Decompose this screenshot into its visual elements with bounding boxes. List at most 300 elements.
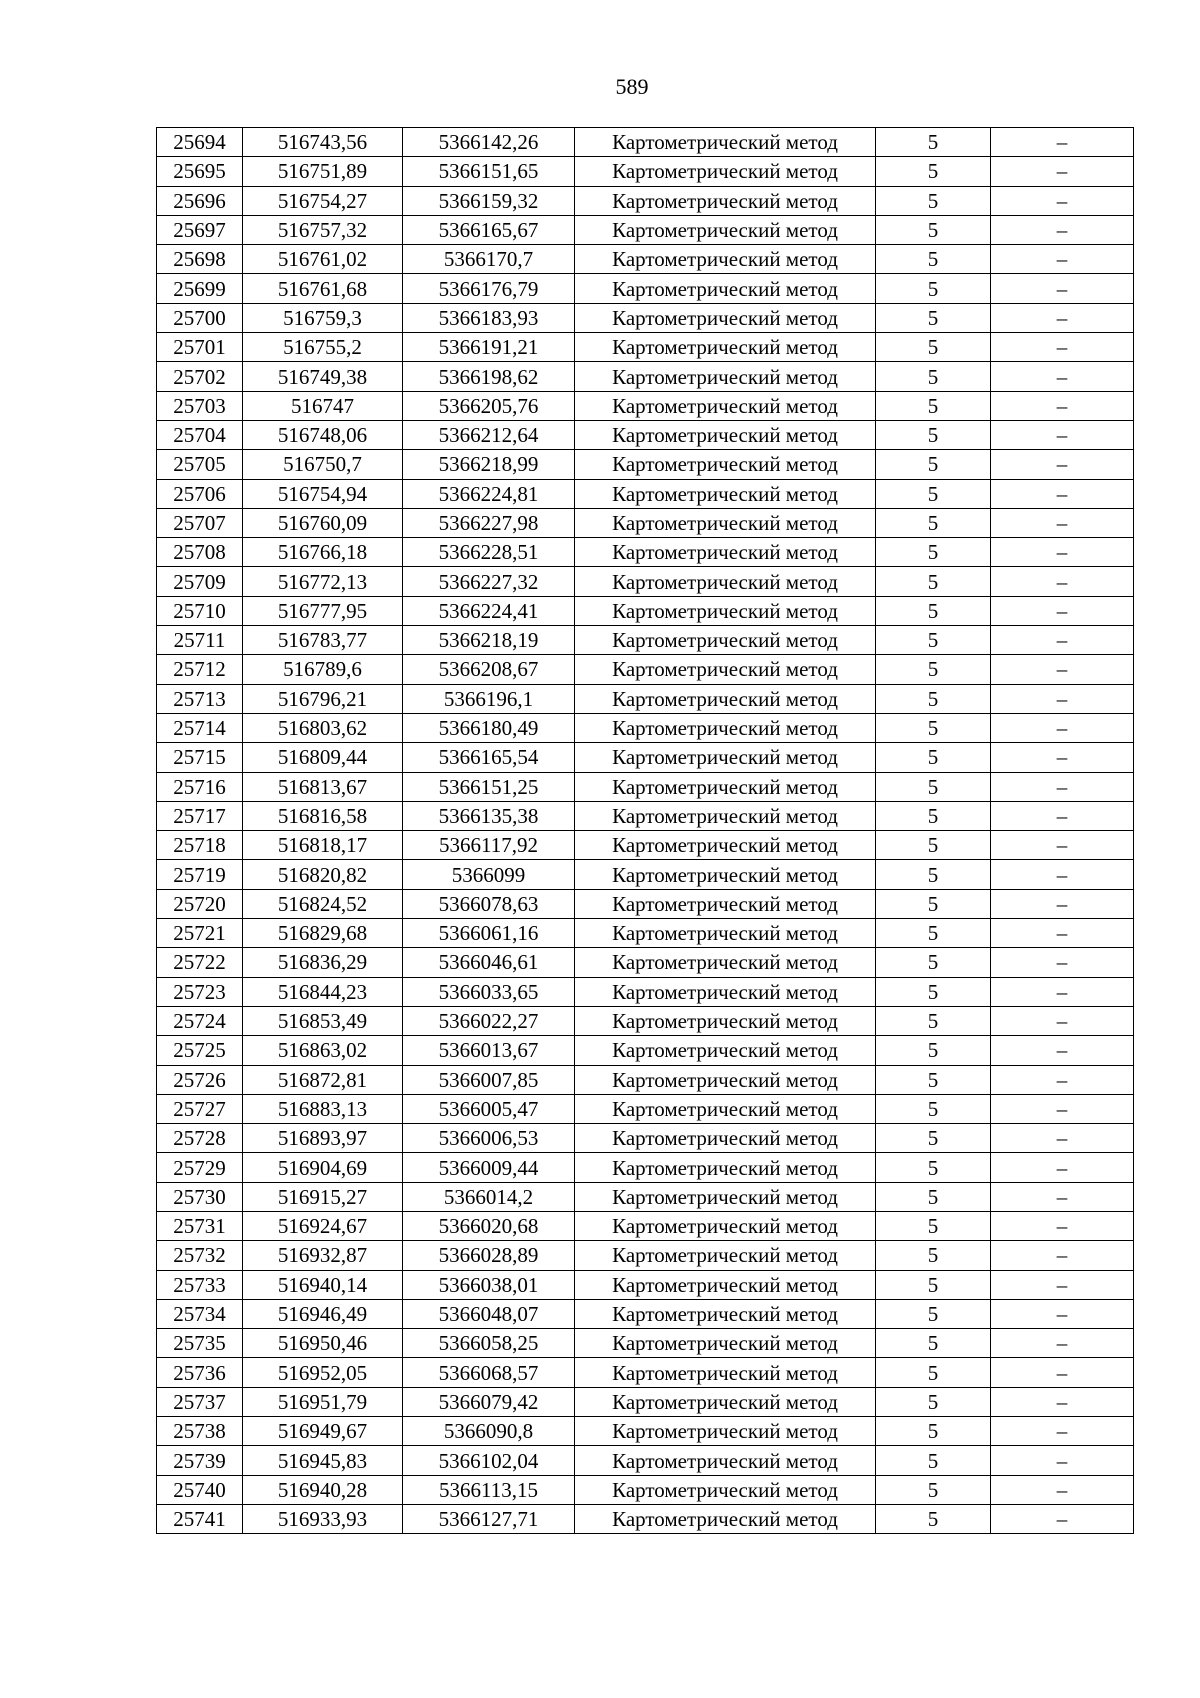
precision-cell: 5 [876,772,991,801]
method-cell: Картометрический метод [575,1358,876,1387]
point-number-cell: 25706 [157,479,243,508]
precision-cell: 5 [876,391,991,420]
method-cell: Картометрический метод [575,128,876,157]
dash-cell: – [991,1504,1134,1533]
point-number-cell: 25741 [157,1504,243,1533]
point-number-cell: 25731 [157,1211,243,1240]
point-number-cell: 25704 [157,420,243,449]
table-row [157,860,1134,889]
x-coordinate-cell: 516760,09 [243,508,403,537]
dash-cell: – [991,977,1134,1006]
table-row [157,274,1134,303]
method-cell: Картометрический метод [575,274,876,303]
dash-cell: – [991,1241,1134,1270]
table-row [157,889,1134,918]
precision-cell: 5 [876,977,991,1006]
y-coordinate-cell: 5366212,64 [403,420,575,449]
precision-cell: 5 [876,450,991,479]
y-coordinate-cell: 5366079,42 [403,1387,575,1416]
method-cell: Картометрический метод [575,684,876,713]
table-row [157,1094,1134,1123]
table-row [157,596,1134,625]
dash-cell: – [991,1182,1134,1211]
point-number-cell: 25712 [157,655,243,684]
table-row [157,333,1134,362]
precision-cell: 5 [876,948,991,977]
y-coordinate-cell: 5366048,07 [403,1299,575,1328]
method-cell: Картометрический метод [575,1387,876,1416]
x-coordinate-cell: 516945,83 [243,1446,403,1475]
y-coordinate-cell: 5366183,93 [403,303,575,332]
table-row [157,1417,1134,1446]
table-row [157,215,1134,244]
x-coordinate-cell: 516759,3 [243,303,403,332]
point-number-cell: 25727 [157,1094,243,1123]
point-number-cell: 25702 [157,362,243,391]
dash-cell: – [991,538,1134,567]
point-number-cell: 25728 [157,1124,243,1153]
precision-cell: 5 [876,245,991,274]
precision-cell: 5 [876,1299,991,1328]
precision-cell: 5 [876,157,991,186]
method-cell: Картометрический метод [575,713,876,742]
dash-cell: – [991,1065,1134,1094]
x-coordinate-cell: 516946,49 [243,1299,403,1328]
y-coordinate-cell: 5366102,04 [403,1446,575,1475]
table-row [157,1446,1134,1475]
y-coordinate-cell: 5366090,8 [403,1417,575,1446]
y-coordinate-cell: 5366165,54 [403,743,575,772]
y-coordinate-cell: 5366228,51 [403,538,575,567]
coordinates-table [156,127,1134,1534]
precision-cell: 5 [876,303,991,332]
y-coordinate-cell: 5366224,41 [403,596,575,625]
method-cell: Картометрический метод [575,567,876,596]
point-number-cell: 25716 [157,772,243,801]
method-cell: Картометрический метод [575,450,876,479]
dash-cell: – [991,1299,1134,1328]
coordinates-table-body [157,128,1134,1534]
y-coordinate-cell: 5366009,44 [403,1153,575,1182]
y-coordinate-cell: 5366170,7 [403,245,575,274]
method-cell: Картометрический метод [575,333,876,362]
method-cell: Картометрический метод [575,1182,876,1211]
method-cell: Картометрический метод [575,1329,876,1358]
x-coordinate-cell: 516836,29 [243,948,403,977]
table-row [157,1329,1134,1358]
precision-cell: 5 [876,333,991,362]
precision-cell: 5 [876,1329,991,1358]
method-cell: Картометрический метод [575,1065,876,1094]
x-coordinate-cell: 516803,62 [243,713,403,742]
x-coordinate-cell: 516940,28 [243,1475,403,1504]
method-cell: Картометрический метод [575,596,876,625]
y-coordinate-cell: 5366113,15 [403,1475,575,1504]
table-row [157,303,1134,332]
dash-cell: – [991,420,1134,449]
table-row [157,245,1134,274]
point-number-cell: 25721 [157,919,243,948]
table-row [157,420,1134,449]
method-cell: Картометрический метод [575,1299,876,1328]
x-coordinate-cell: 516796,21 [243,684,403,713]
point-number-cell: 25724 [157,1006,243,1035]
method-cell: Картометрический метод [575,1006,876,1035]
y-coordinate-cell: 5366033,65 [403,977,575,1006]
table-row [157,1211,1134,1240]
table-row [157,1124,1134,1153]
method-cell: Картометрический метод [575,1475,876,1504]
method-cell: Картометрический метод [575,1241,876,1270]
y-coordinate-cell: 5366068,57 [403,1358,575,1387]
y-coordinate-cell: 5366046,61 [403,948,575,977]
dash-cell: – [991,303,1134,332]
table-row [157,157,1134,186]
method-cell: Картометрический метод [575,889,876,918]
y-coordinate-cell: 5366142,26 [403,128,575,157]
x-coordinate-cell: 516783,77 [243,626,403,655]
point-number-cell: 25718 [157,831,243,860]
method-cell: Картометрический метод [575,977,876,1006]
dash-cell: – [991,948,1134,977]
y-coordinate-cell: 5366007,85 [403,1065,575,1094]
table-row [157,450,1134,479]
precision-cell: 5 [876,831,991,860]
method-cell: Картометрический метод [575,860,876,889]
x-coordinate-cell: 516755,2 [243,333,403,362]
precision-cell: 5 [876,1270,991,1299]
point-number-cell: 25708 [157,538,243,567]
precision-cell: 5 [876,215,991,244]
table-row [157,1299,1134,1328]
x-coordinate-cell: 516940,14 [243,1270,403,1299]
y-coordinate-cell: 5366020,68 [403,1211,575,1240]
y-coordinate-cell: 5366205,76 [403,391,575,420]
method-cell: Картометрический метод [575,479,876,508]
point-number-cell: 25715 [157,743,243,772]
point-number-cell: 25714 [157,713,243,742]
dash-cell: – [991,1475,1134,1504]
dash-cell: – [991,1270,1134,1299]
table-row [157,1387,1134,1416]
dash-cell: – [991,1446,1134,1475]
precision-cell: 5 [876,889,991,918]
point-number-cell: 25720 [157,889,243,918]
method-cell: Картометрический метод [575,919,876,948]
x-coordinate-cell: 516952,05 [243,1358,403,1387]
precision-cell: 5 [876,508,991,537]
y-coordinate-cell: 5366227,32 [403,567,575,596]
x-coordinate-cell: 516915,27 [243,1182,403,1211]
table-row [157,538,1134,567]
table-row [157,1006,1134,1035]
point-number-cell: 25722 [157,948,243,977]
y-coordinate-cell: 5366191,21 [403,333,575,362]
dash-cell: – [991,1211,1134,1240]
x-coordinate-cell: 516951,79 [243,1387,403,1416]
point-number-cell: 25707 [157,508,243,537]
y-coordinate-cell: 5366198,62 [403,362,575,391]
dash-cell: – [991,1417,1134,1446]
y-coordinate-cell: 5366061,16 [403,919,575,948]
precision-cell: 5 [876,919,991,948]
table-row [157,391,1134,420]
precision-cell: 5 [876,362,991,391]
x-coordinate-cell: 516932,87 [243,1241,403,1270]
dash-cell: – [991,128,1134,157]
point-number-cell: 25738 [157,1417,243,1446]
point-number-cell: 25726 [157,1065,243,1094]
point-number-cell: 25696 [157,186,243,215]
method-cell: Картометрический метод [575,1124,876,1153]
point-number-cell: 25725 [157,1036,243,1065]
point-number-cell: 25734 [157,1299,243,1328]
y-coordinate-cell: 5366078,63 [403,889,575,918]
table-row [157,1504,1134,1533]
table-row [157,1241,1134,1270]
y-coordinate-cell: 5366151,25 [403,772,575,801]
table-row [157,508,1134,537]
dash-cell: – [991,274,1134,303]
x-coordinate-cell: 516757,32 [243,215,403,244]
point-number-cell: 25694 [157,128,243,157]
point-number-cell: 25711 [157,626,243,655]
x-coordinate-cell: 516777,95 [243,596,403,625]
x-coordinate-cell: 516754,27 [243,186,403,215]
dash-cell: – [991,889,1134,918]
method-cell: Картометрический метод [575,420,876,449]
point-number-cell: 25739 [157,1446,243,1475]
point-number-cell: 25737 [157,1387,243,1416]
y-coordinate-cell: 5366227,98 [403,508,575,537]
y-coordinate-cell: 5366224,81 [403,479,575,508]
method-cell: Картометрический метод [575,391,876,420]
table-row [157,1270,1134,1299]
x-coordinate-cell: 516949,67 [243,1417,403,1446]
method-cell: Картометрический метод [575,303,876,332]
dash-cell: – [991,1006,1134,1035]
table-row [157,567,1134,596]
y-coordinate-cell: 5366014,2 [403,1182,575,1211]
dash-cell: – [991,772,1134,801]
point-number-cell: 25729 [157,1153,243,1182]
method-cell: Картометрический метод [575,1270,876,1299]
precision-cell: 5 [876,1153,991,1182]
y-coordinate-cell: 5366208,67 [403,655,575,684]
table-row [157,1036,1134,1065]
page-number: 589 [615,74,649,99]
dash-cell: – [991,626,1134,655]
point-number-cell: 25703 [157,391,243,420]
precision-cell: 5 [876,186,991,215]
precision-cell: 5 [876,713,991,742]
y-coordinate-cell: 5366005,47 [403,1094,575,1123]
x-coordinate-cell: 516816,58 [243,801,403,830]
x-coordinate-cell: 516893,97 [243,1124,403,1153]
method-cell: Картометрический метод [575,362,876,391]
point-number-cell: 25705 [157,450,243,479]
precision-cell: 5 [876,743,991,772]
point-number-cell: 25713 [157,684,243,713]
dash-cell: – [991,713,1134,742]
point-number-cell: 25709 [157,567,243,596]
table-row [157,1153,1134,1182]
table-row [157,626,1134,655]
point-number-cell: 25735 [157,1329,243,1358]
y-coordinate-cell: 5366117,92 [403,831,575,860]
x-coordinate-cell: 516751,89 [243,157,403,186]
dash-cell: – [991,1094,1134,1123]
precision-cell: 5 [876,1065,991,1094]
precision-cell: 5 [876,1475,991,1504]
dash-cell: – [991,362,1134,391]
x-coordinate-cell: 516818,17 [243,831,403,860]
x-coordinate-cell: 516883,13 [243,1094,403,1123]
precision-cell: 5 [876,1036,991,1065]
precision-cell: 5 [876,1417,991,1446]
precision-cell: 5 [876,1241,991,1270]
precision-cell: 5 [876,801,991,830]
method-cell: Картометрический метод [575,215,876,244]
precision-cell: 5 [876,420,991,449]
method-cell: Картометрический метод [575,626,876,655]
x-coordinate-cell: 516761,68 [243,274,403,303]
y-coordinate-cell: 5366099 [403,860,575,889]
point-number-cell: 25723 [157,977,243,1006]
precision-cell: 5 [876,655,991,684]
precision-cell: 5 [876,128,991,157]
dash-cell: – [991,333,1134,362]
method-cell: Картометрический метод [575,831,876,860]
dash-cell: – [991,831,1134,860]
precision-cell: 5 [876,1124,991,1153]
table-row [157,801,1134,830]
dash-cell: – [991,1124,1134,1153]
x-coordinate-cell: 516863,02 [243,1036,403,1065]
y-coordinate-cell: 5366028,89 [403,1241,575,1270]
dash-cell: – [991,1329,1134,1358]
dash-cell: – [991,391,1134,420]
method-cell: Картометрический метод [575,1211,876,1240]
point-number-cell: 25710 [157,596,243,625]
dash-cell: – [991,508,1134,537]
method-cell: Картометрический метод [575,245,876,274]
x-coordinate-cell: 516924,67 [243,1211,403,1240]
x-coordinate-cell: 516761,02 [243,245,403,274]
x-coordinate-cell: 516754,94 [243,479,403,508]
point-number-cell: 25698 [157,245,243,274]
x-coordinate-cell: 516904,69 [243,1153,403,1182]
dash-cell: – [991,655,1134,684]
point-number-cell: 25701 [157,333,243,362]
y-coordinate-cell: 5366135,38 [403,801,575,830]
point-number-cell: 25699 [157,274,243,303]
point-number-cell: 25717 [157,801,243,830]
point-number-cell: 25697 [157,215,243,244]
y-coordinate-cell: 5366058,25 [403,1329,575,1358]
y-coordinate-cell: 5366218,19 [403,626,575,655]
table-row [157,362,1134,391]
point-number-cell: 25730 [157,1182,243,1211]
method-cell: Картометрический метод [575,1036,876,1065]
dash-cell: – [991,157,1134,186]
dash-cell: – [991,801,1134,830]
table-row [157,479,1134,508]
precision-cell: 5 [876,1387,991,1416]
y-coordinate-cell: 5366159,32 [403,186,575,215]
y-coordinate-cell: 5366006,53 [403,1124,575,1153]
x-coordinate-cell: 516853,49 [243,1006,403,1035]
x-coordinate-cell: 516750,7 [243,450,403,479]
x-coordinate-cell: 516950,46 [243,1329,403,1358]
precision-cell: 5 [876,1504,991,1533]
dash-cell: – [991,919,1134,948]
method-cell: Картометрический метод [575,157,876,186]
table-row [157,919,1134,948]
table-row [157,1475,1134,1504]
method-cell: Картометрический метод [575,948,876,977]
method-cell: Картометрический метод [575,1153,876,1182]
y-coordinate-cell: 5366151,65 [403,157,575,186]
precision-cell: 5 [876,567,991,596]
precision-cell: 5 [876,1211,991,1240]
point-number-cell: 25719 [157,860,243,889]
x-coordinate-cell: 516844,23 [243,977,403,1006]
dash-cell: – [991,479,1134,508]
x-coordinate-cell: 516747 [243,391,403,420]
dash-cell: – [991,684,1134,713]
dash-cell: – [991,186,1134,215]
table-row [157,186,1134,215]
method-cell: Картометрический метод [575,1504,876,1533]
point-number-cell: 25700 [157,303,243,332]
precision-cell: 5 [876,596,991,625]
x-coordinate-cell: 516766,18 [243,538,403,567]
y-coordinate-cell: 5366022,27 [403,1006,575,1035]
y-coordinate-cell: 5366196,1 [403,684,575,713]
table-row [157,684,1134,713]
point-number-cell: 25736 [157,1358,243,1387]
method-cell: Картометрический метод [575,772,876,801]
method-cell: Картометрический метод [575,538,876,567]
precision-cell: 5 [876,1446,991,1475]
precision-cell: 5 [876,626,991,655]
point-number-cell: 25740 [157,1475,243,1504]
dash-cell: – [991,860,1134,889]
method-cell: Картометрический метод [575,508,876,537]
precision-cell: 5 [876,274,991,303]
method-cell: Картометрический метод [575,186,876,215]
method-cell: Картометрический метод [575,801,876,830]
dash-cell: – [991,1387,1134,1416]
point-number-cell: 25733 [157,1270,243,1299]
x-coordinate-cell: 516748,06 [243,420,403,449]
table-row [157,977,1134,1006]
y-coordinate-cell: 5366013,67 [403,1036,575,1065]
table-row [157,1182,1134,1211]
x-coordinate-cell: 516809,44 [243,743,403,772]
x-coordinate-cell: 516789,6 [243,655,403,684]
table-row [157,128,1134,157]
precision-cell: 5 [876,1094,991,1123]
dash-cell: – [991,743,1134,772]
table-row [157,713,1134,742]
dash-cell: – [991,567,1134,596]
y-coordinate-cell: 5366180,49 [403,713,575,742]
table-row [157,743,1134,772]
dash-cell: – [991,1036,1134,1065]
point-number-cell: 25732 [157,1241,243,1270]
